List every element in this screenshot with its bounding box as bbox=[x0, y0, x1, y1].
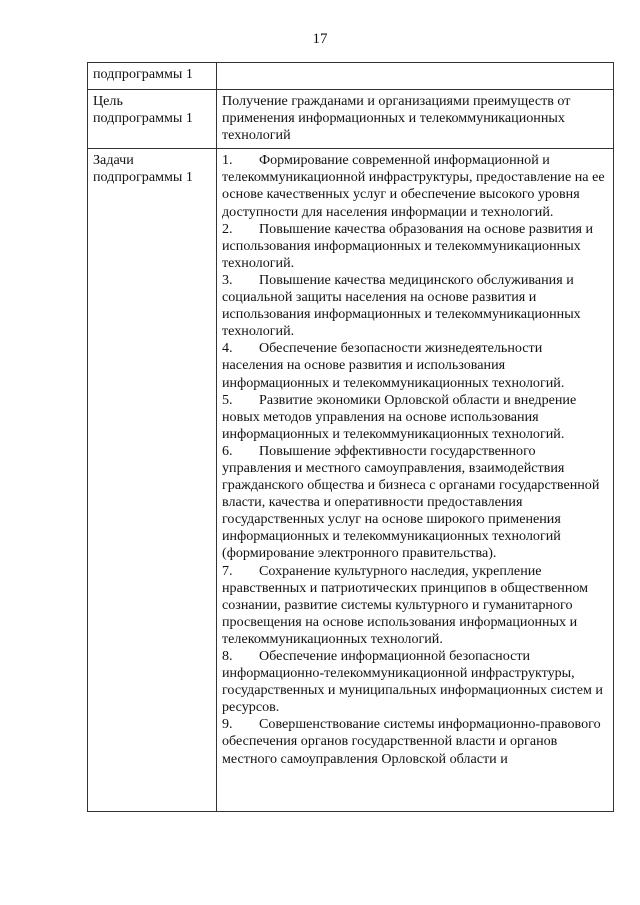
row-value bbox=[217, 63, 614, 90]
task-item bbox=[222, 563, 607, 648]
table-row-tasks bbox=[88, 149, 614, 812]
task-text: Совершенствование системы информационно-правового обеспечения органов государственной власти и органов местного самоуправления Орловской области и bbox=[222, 716, 601, 767]
task-item bbox=[222, 392, 607, 443]
task-item bbox=[222, 340, 607, 391]
task-number: 2. bbox=[222, 220, 233, 237]
task-item bbox=[222, 272, 607, 340]
task-text: Формирование современной информационной и телекоммуникационной инфраструктуры, предоставление на ее основе качественных услуг и обеспечение высокого уровня доступности для населения информации и технологий. bbox=[222, 152, 605, 220]
row-label: подпрограммы 1 bbox=[88, 63, 217, 90]
table-row-goal bbox=[88, 90, 614, 149]
task-number: 6. bbox=[222, 442, 233, 459]
goal-label: Цель подпрограммы 1 bbox=[88, 90, 217, 149]
task-text: Обеспечение информационной безопасности информационно-телекоммуникационной инфраструктуры, государственных и муниципальных информационных систем и ресурсов. bbox=[222, 648, 603, 716]
task-number: 7. bbox=[222, 562, 233, 579]
goal-cell bbox=[217, 90, 614, 149]
task-item bbox=[222, 648, 607, 716]
task-text: Повышение эффективности государственного управления и местного самоуправления, взаимодействия гражданского общества и бизнеса с органами государственной власти, качества и оперативности предоставления государственных услуг на основе широкого применения информационных и телекоммуникационных технологий (формирование электронного правительства). bbox=[222, 442, 600, 562]
task-item bbox=[222, 716, 607, 767]
task-text: Сохранение культурного наследия, укрепление нравственных и патриотических принципов в общественном сознании, развитие системы культурного и гуманитарного просвещения на основе использования информационных и телекоммуникационных технологий. bbox=[222, 562, 589, 647]
task-number: 5. bbox=[222, 391, 233, 408]
task-text: Повышение качества медицинского обслуживания и социальной защиты населения на основе развития и использования информационных и телекоммуникационных технологий. bbox=[222, 271, 581, 340]
task-item bbox=[222, 152, 607, 220]
task-item bbox=[222, 221, 607, 272]
task-text: Повышение качества образования на основе развития и использования информационных и телекоммуникационных технологий. bbox=[222, 220, 594, 271]
tasks-label: Задачи подпрограммы 1 bbox=[88, 149, 217, 812]
task-number: 4. bbox=[222, 340, 233, 357]
task-text: Обеспечение безопасности жизнедеятельности населения на основе развития и использования информационных и телекоммуникационных технологий. bbox=[222, 340, 565, 391]
task-text: Развитие экономики Орловской области и внедрение новых методов управления на основе использования информационных и телекоммуникационных технологий. bbox=[222, 391, 577, 442]
task-item bbox=[222, 443, 607, 563]
tasks-cell bbox=[217, 149, 614, 812]
task-number: 3. bbox=[222, 271, 233, 288]
page-number: 17 bbox=[312, 31, 328, 47]
task-number: 8. bbox=[222, 648, 233, 664]
task-number: 1. bbox=[222, 152, 233, 169]
table-row bbox=[88, 63, 614, 90]
task-number: 9. bbox=[222, 716, 233, 733]
goal-text: Получение гражданами и организациями преимуществ от применения информационных и телекоммуникационных технологий bbox=[222, 93, 571, 144]
program-table bbox=[87, 62, 614, 812]
